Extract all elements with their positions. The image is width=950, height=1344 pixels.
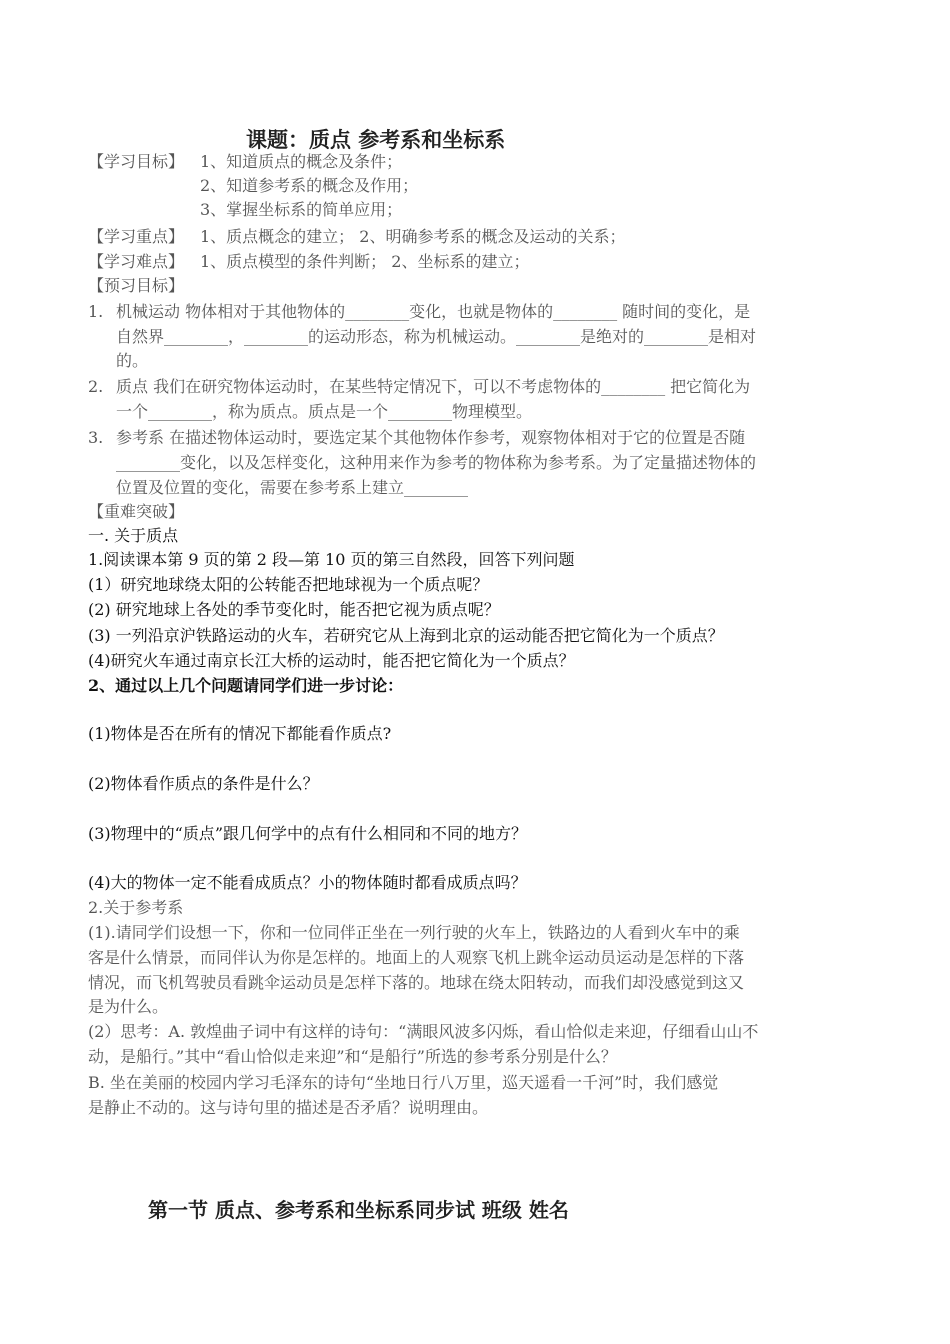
- objective-item-1: 1、知道质点的概念及条件；: [200, 152, 403, 171]
- reference-question-2-line-2: 动，是船行。”其中“看山恰似走来迎”和“是船行”所选的参考系分别是什么？: [88, 1047, 617, 1066]
- preview-item-1-number: 1.: [88, 302, 104, 321]
- reference-question-1-line-1: (1).请同学们设想一下，你和一位同伴正坐在一列行驶的火车上，铁路边的人看到火车中的乘: [88, 923, 740, 942]
- reference-question-2-line-4: 是静止不动的。这与诗句里的描述是否矛盾？说明理由。: [88, 1098, 489, 1117]
- reference-question-1-line-2: 客是什么情景，而同伴认为你是怎样的。地面上的人观察飞机上跳伞运动员运动是怎样的下落: [88, 948, 745, 967]
- preview-item-2-number: 2.: [88, 377, 104, 396]
- breakthrough-label: 【重难突破】: [88, 502, 185, 521]
- key-points-label: 【学习重点】: [88, 227, 185, 246]
- reference-question-2-line-3: B. 坐在美丽的校园内学习毛泽东的诗句“坐地日行八万里，巡天遥看一千河”时，我们感觉: [88, 1073, 719, 1092]
- reference-question-2-line-1: (2）思考：A. 敦煌曲子词中有这样的诗句：“满眼风波多闪烁，看山恰似走来迎，仔细看山山不: [88, 1022, 759, 1041]
- preview-label: 【预习目标】: [88, 276, 185, 295]
- preview-item-1-line-1: 机械运动 物体相对于其他物体的________变化，也就是物体的________ 随时间的变化，是: [116, 302, 751, 321]
- preview-item-3-line-3: 位置及位置的变化，需要在参考系上建立________: [116, 478, 469, 497]
- preview-item-2-line-2: 一个________，称为质点。质点是一个________物理模型。: [116, 402, 533, 421]
- preview-item-1-line-2: 自然界________，________的运动形态，称为机械运动。________是绝对的________是相对: [116, 327, 757, 346]
- reference-question-1-line-4: 是为什么。: [88, 997, 169, 1016]
- part2-heading: 2.关于参考系: [88, 898, 184, 917]
- reference-question-1-line-3: 情况，而飞机驾驶员看跳伞运动员是怎样下落的。地球在绕太阳转动，而我们却没感觉到这又: [88, 973, 745, 992]
- q2-item-2: (2)物体看作质点的条件是什么？: [88, 774, 319, 793]
- preview-item-1-line-3: 的。: [116, 351, 149, 370]
- q2-item-4: (4)大的物体一定不能看成质点？小的物体随时都看成质点吗？: [88, 873, 527, 892]
- q1-item-3: (3) 一列沿京沪铁路运动的火车，若研究它从上海到北京的运动能否把它简化为一个质点？: [88, 626, 724, 645]
- difficulties-label: 【学习难点】: [88, 252, 185, 271]
- q1-item-4: (4)研究火车通过南京长江大桥的运动时，能否把它简化为一个质点？: [88, 651, 575, 670]
- q2-heading: 2、通过以上几个问题请同学们进一步讨论：: [88, 676, 404, 695]
- q1-item-1: (1）研究地球绕太阳的公转能否把地球视为一个质点呢？: [88, 575, 489, 594]
- q2-item-1: (1)物体是否在所有的情况下都能看作质点?: [88, 724, 392, 743]
- objective-item-3: 3、掌握坐标系的简单应用；: [200, 200, 403, 219]
- q2-item-3: (3)物理中的“质点”跟几何学中的点有什么相同和不同的地方？: [88, 824, 528, 843]
- objective-item-2: 2、知道参考系的概念及作用；: [200, 176, 419, 195]
- preview-item-3-number: 3.: [88, 428, 104, 447]
- preview-item-2-line-1: 质点 我们在研究物体运动时，在某些特定情况下，可以不考虑物体的________ 把它简化为: [116, 377, 751, 396]
- objectives-label: 【学习目标】: [88, 152, 185, 171]
- difficulties-text: 1、质点模型的条件判断； 2、坐标系的建立；: [200, 252, 530, 271]
- part1-heading: 一. 关于质点: [88, 526, 179, 545]
- preview-item-3-line-2: ________变化，以及怎样变化，这种用来作为参考的物体称为参考系。为了定量描述物体的: [116, 453, 757, 472]
- q1-item-2: (2) 研究地球上各处的季节变化时，能否把它视为质点呢？: [88, 600, 500, 619]
- q1-heading: 1.阅读课本第 9 页的第 2 段—第 10 页的第三自然段，回答下列问题: [88, 550, 575, 569]
- key-points-text: 1、质点概念的建立； 2、明确参考系的概念及运动的关系；: [200, 227, 626, 246]
- page-title: 课题：质点 参考系和坐标系: [246, 128, 506, 152]
- preview-item-3-line-1: 参考系 在描述物体运动时，要选定某个其他物体作参考，观察物体相对于它的位置是否随: [116, 428, 746, 447]
- section-title: 第一节 质点、参考系和坐标系同步试 班级 姓名: [148, 1198, 569, 1222]
